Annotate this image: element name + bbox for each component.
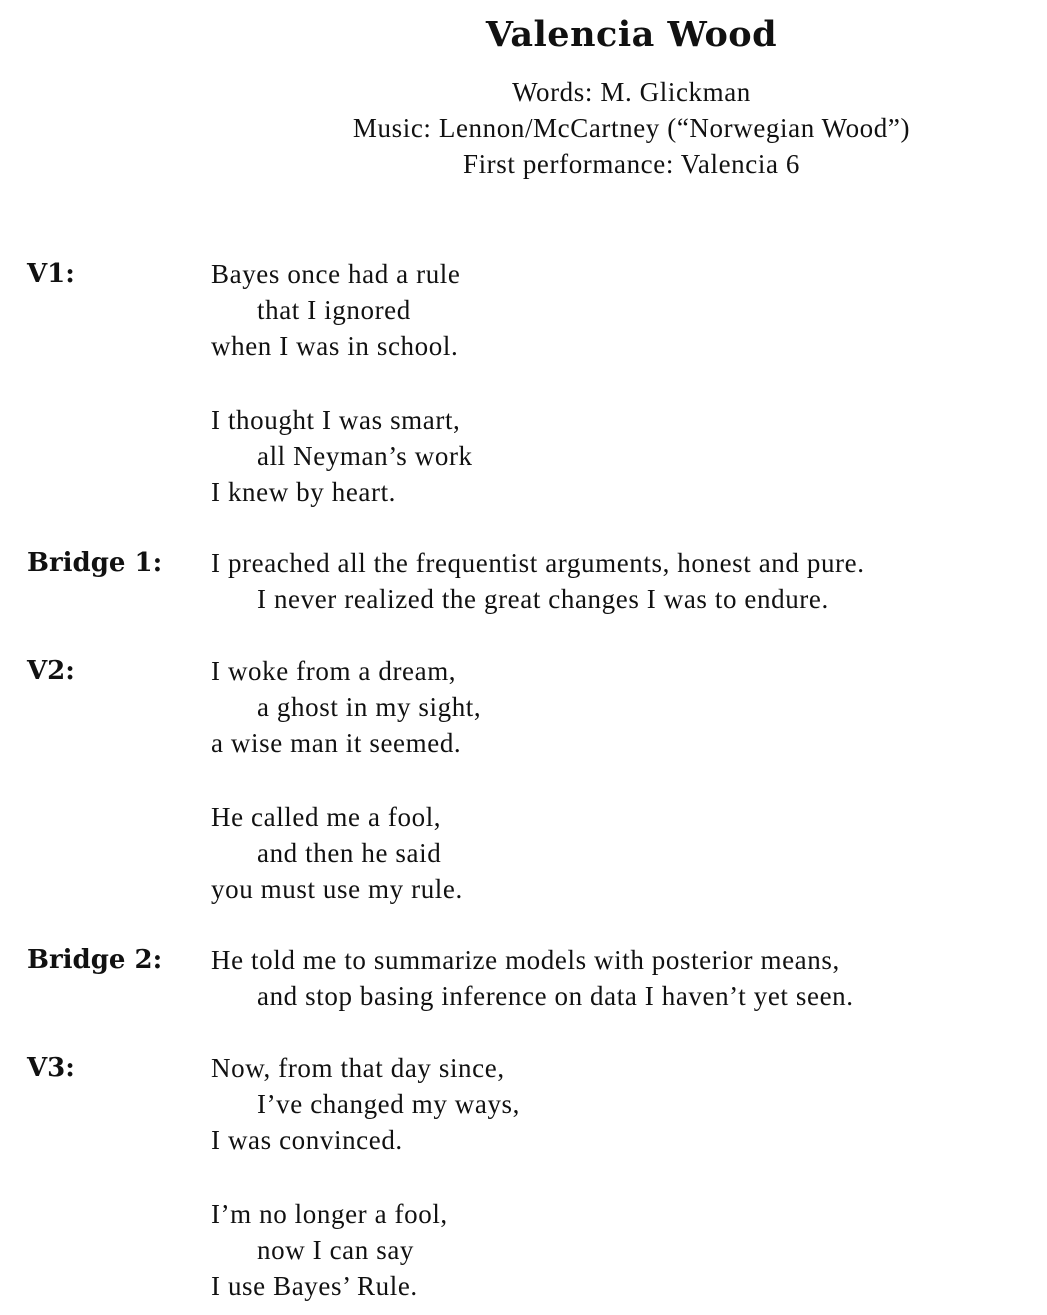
lyric-line: Bayes once had a rule xyxy=(211,259,461,289)
song-header xyxy=(210,12,1047,182)
lyric-line: Now, from that day since, xyxy=(211,1053,505,1083)
lyric-line: a wise man it seemed. xyxy=(211,728,462,759)
lyric-line: that I ignored xyxy=(257,295,411,326)
section-label: V2: xyxy=(27,656,75,686)
lyric-line: He told me to summarize models with posterior means, xyxy=(211,945,840,975)
lyric-line: I preached all the frequentist arguments, honest and pure. xyxy=(211,548,865,578)
stanza-gap xyxy=(211,365,1041,402)
section-label: Bridge 1: xyxy=(27,548,163,578)
lyric-line: I never realized the great changes I was to endure. xyxy=(257,584,829,615)
words-credit: Words: M. Glickman xyxy=(512,77,751,107)
music-credit: Music: Lennon/McCartney (“Norwegian Wood”) xyxy=(352,113,911,143)
lyric-line: He called me a fool, xyxy=(211,801,442,832)
lyrics-block xyxy=(211,653,1041,907)
lyric-line: I’ve changed my ways, xyxy=(257,1089,521,1120)
lyric-line: I woke from a dream, xyxy=(211,656,457,686)
section-label: Bridge 2: xyxy=(27,945,163,975)
lyrics-block xyxy=(211,942,1041,1014)
song-title: Valencia Wood xyxy=(485,14,778,55)
lyric-line: when I was in school. xyxy=(211,331,459,362)
lyric-line: you must use my rule. xyxy=(211,874,463,905)
lyric-line: I’m no longer a fool, xyxy=(211,1198,448,1229)
section-label: V3: xyxy=(27,1053,75,1083)
lyric-line: a ghost in my sight, xyxy=(257,692,482,723)
lyric-line: I use Bayes’ Rule. xyxy=(211,1271,418,1302)
lyric-line: I thought I was smart, xyxy=(211,404,461,435)
lyric-line: and then he said xyxy=(257,837,442,868)
lyric-line: now I can say xyxy=(257,1234,414,1265)
lyrics-block xyxy=(211,256,1041,510)
stanza-gap xyxy=(211,1159,1041,1196)
lyrics-block xyxy=(211,1050,1041,1304)
lyric-line: I was convinced. xyxy=(211,1125,403,1156)
stanza-gap xyxy=(211,762,1041,799)
lyrics-block xyxy=(211,545,1041,617)
first-performance: First performance: Valencia 6 xyxy=(462,149,801,179)
section-label: V1: xyxy=(27,259,75,289)
lyric-line: and stop basing inference on data I haven’t yet seen. xyxy=(257,981,854,1012)
lyric-line: all Neyman’s work xyxy=(257,440,473,471)
lyric-line: I knew by heart. xyxy=(211,477,397,508)
